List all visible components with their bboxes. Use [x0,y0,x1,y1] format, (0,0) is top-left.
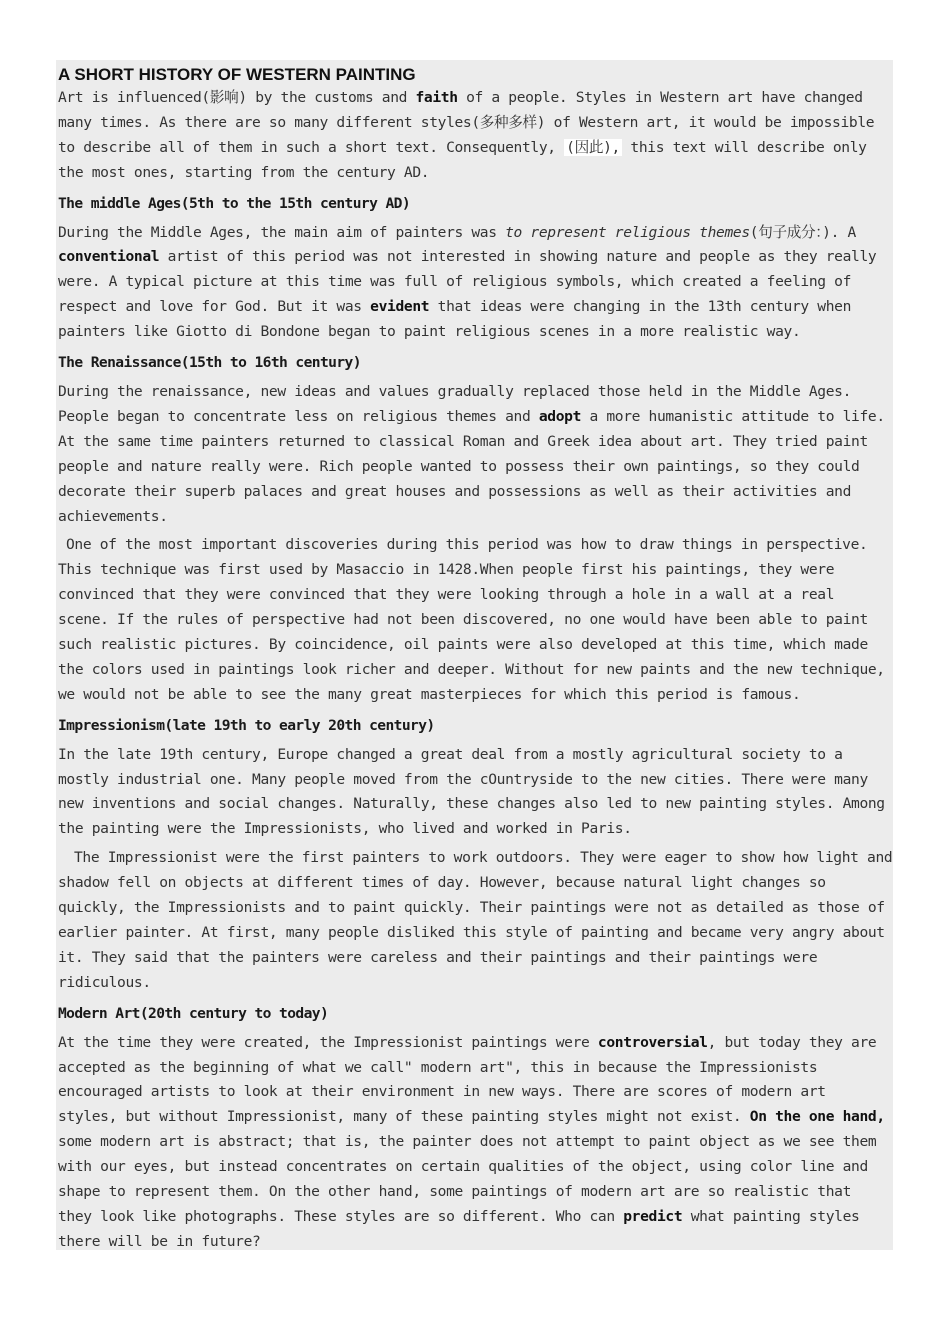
section-heading-impressionism: Impressionism(late 19th to early 20th century) [58,716,435,734]
document-body [58,64,893,1259]
renaissance-text-2: a more humanistic attitude to life. At the same time painters returned to classical Roman and Greek idea about art. They tried paint people and nature really were. Rich people wanted to possess their own paintings, so they could decorate their superb palaces and great houses and possessions as well as their activities and achievements. [58,407,885,525]
modern-art-paragraph [58,1031,893,1255]
intro-text-3: this text will describe only the most ones, starting from the century AD. [58,138,867,181]
middle-ages-paragraph [58,221,893,346]
intro-text-1: Art is influenced(影响) by the customs and [58,89,416,106]
modern-art-text-2: , but today they are accepted as the beginning of what we call" modern art", this in because the Impressionists encouraged artists to look at their environment in new ways. There are scores of modern art styles, but without Impressionist, many of these painting styles might not exist. [58,1033,877,1126]
section-heading-middle-ages: The middle Ages(5th to the 15th century AD) [58,194,411,212]
modern-art-text-3: some modern art is abstract; that is, the painter does not attempt to paint object as we see them with our eyes, but instead concentrates on certain qualities of the object, using color line and shape to represent them. On the other hand, some paintings of modern art are so realistic that they look like photographs. These styles are so different. Who can [58,1133,877,1225]
modern-art-text-1: At the time they were created, the Impressionist paintings were [58,1033,598,1051]
italic-phrase: to represent religious themes [505,223,750,241]
document-page [56,60,893,1250]
middle-ages-text-2: (句子成分：). A [749,223,856,241]
keyword-predict: predict [623,1207,683,1225]
impressionism-paragraph-2: The Impressionist were the first painters to work outdoors. They were eager to show how light and shadow fell on objects at different times of day. However, because natural light changes so quickly, the Impressionists and to paint quickly. Their paintings were not as detailed as those of earlier painter. At first, many people disliked this style of painting and became very angry about it. They said that the painters were careless and their paintings and their paintings were ridiculous. [58,849,893,991]
keyword-faith: faith [415,89,458,106]
keyword-conventional: conventional [58,248,160,266]
section-heading-renaissance: The Renaissance(15th to 16th century) [58,354,361,372]
middle-ages-text-4: that ideas were changing in the 13th century when painters like Giotto di Bondone began to paint religious scenes in a more realistic way. [58,298,852,341]
keyword-on-the-one-hand: On the one hand, [749,1108,885,1126]
intro-text-2: of a people. Styles in Western art have changed many times. As there are so many different styles(多种多样) of Western art, it would be impossible to describe all of them in such a short text. Consequently, [58,89,875,156]
keyword-adopt: adopt [538,407,582,425]
modern-art-text-4: what painting styles there will be in future? [58,1207,860,1250]
renaissance-paragraph-2: One of the most important discoveries during this period was how to draw things in perspective. This technique was first used by Masaccio in 1428.When people first his paintings, they were convinced that they were convinced that they were looking through a hole in a wall at a real scene. If the rules of perspective had not been discovered, no one would have been able to paint such realistic pictures. By coincidence, oil paints were also developed at this time, which made the colors used in paintings look richer and deeper. Without for new paints and the new technique, we would not be able to see the many great masterpieces for which this period is famous. [58,536,885,703]
renaissance-text-1: During the renaissance, new ideas and values gradually replaced those held in the Middle Ages. People began to concentrate less on religious themes and [58,382,852,425]
renaissance-paragraph-1 [58,380,893,529]
middle-ages-text-1: During the Middle Ages, the main aim of painters was [58,223,506,241]
impressionism-paragraph-1: In the late 19th century, Europe changed a great deal from a mostly agricultural society to a mostly industrial one. Many people moved from the cOuntryside to the new cities. There were many new inventions and social changes. Naturally, these changes also led to new painting styles. Among the painting were the Impressionists, who lived and worked in Paris. [58,745,885,838]
page-title: A SHORT HISTORY OF WESTERN PAINTING [58,65,416,84]
section-heading-modern-art: Modern Art(20th century to today) [58,1004,329,1022]
keyword-controversial: controversial [597,1033,708,1051]
highlighted-note: (因此), [566,138,620,156]
keyword-evident: evident [370,298,430,316]
middle-ages-text-3: artist of this period was not interested in showing nature and people as they really were. A typical picture at this time was full of religious symbols, which created a feeling of respect and love for God. But it was [58,248,877,316]
intro-paragraph [58,86,893,186]
